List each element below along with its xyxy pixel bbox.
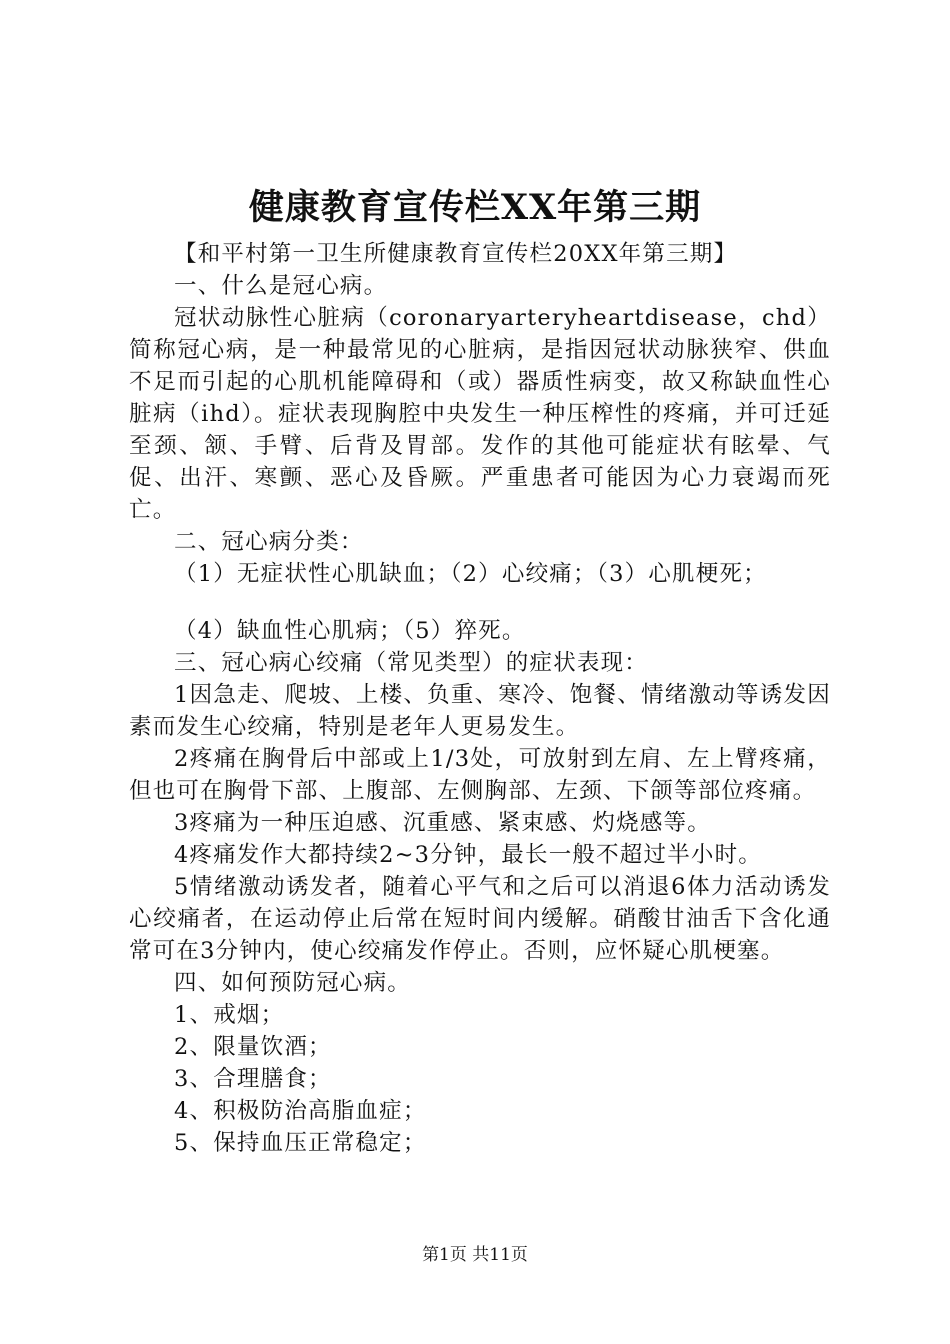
- prevention-item-2: 2、限量饮酒；: [174, 1034, 332, 1060]
- section-heading-2: 二、冠心病分类：: [174, 529, 364, 555]
- prevention-item-5: 5、保持血压正常稳定；: [174, 1130, 427, 1156]
- document-title: 健康教育宣传栏XX年第三期: [248, 187, 702, 228]
- prevention-item-3: 3、合理膳食；: [174, 1066, 332, 1092]
- section-heading-1: 一、什么是冠心病。: [174, 273, 388, 299]
- section-heading-4: 四、如何预防冠心病。: [174, 970, 412, 996]
- prevention-item-4: 4、积极防治高脂血症；: [174, 1098, 427, 1124]
- symptom-item-1: 1因急走、爬坡、上楼、负重、寒冷、饱餐、情绪激动等诱发因素而发生心绞痛，特别是老年人更易发生。: [129, 682, 831, 740]
- section-heading-3: 三、冠心病心绞痛（常见类型）的症状表现：: [174, 650, 649, 676]
- classification-line-1: （1）无症状性心肌缺血；（2）心绞痛；（3）心肌梗死；: [174, 561, 767, 587]
- classification-line-2: （4）缺血性心肌病；（5）猝死。: [174, 618, 526, 644]
- subtitle-paragraph: 【和平村第一卫生所健康教育宣传栏20XX年第三期】: [174, 241, 738, 267]
- symptom-item-5: 5情绪激动诱发者，随着心平气和之后可以消退6体力活动诱发心绞痛者，在运动停止后常在短时间内缓解。硝酸甘油舌下含化通常可在3分钟内，使心绞痛发作停止。否则，应怀疑心肌梗塞。: [129, 874, 831, 964]
- page-footer: 第1页 共11页: [422, 1245, 528, 1265]
- symptom-item-4: 4疼痛发作大都持续2~3分钟，最长一般不超过半小时。: [174, 842, 762, 868]
- definition-paragraph: 冠状动脉性心脏病（coronaryarteryheartdisease，chd）简称冠心病，是一种最常见的心脏病，是指因冠状动脉狭窄、供血不足而引起的心肌机能障碍和（或）器质性病变，故又称缺血性心脏病（ihd）。症状表现胸腔中央发生一种压榨性的疼痛，并可迁延至颈、颔、手臂、后背及胃部。发作的其他可能症状有眩晕、气促、出汗、寒颤、恶心及昏厥。严重患者可能因为心力衰竭而死亡。: [129, 305, 831, 523]
- prevention-item-1: 1、戒烟；: [174, 1002, 285, 1028]
- symptom-item-3: 3疼痛为一种压迫感、沉重感、紧束感、灼烧感等。: [174, 810, 711, 836]
- document-body: [129, 238, 831, 1159]
- symptom-item-2: 2疼痛在胸骨后中部或上1/3处，可放射到左肩、左上臂疼痛，但也可在胸骨下部、上腹部、左侧胸部、左颈、下颌等部位疼痛。: [129, 746, 831, 804]
